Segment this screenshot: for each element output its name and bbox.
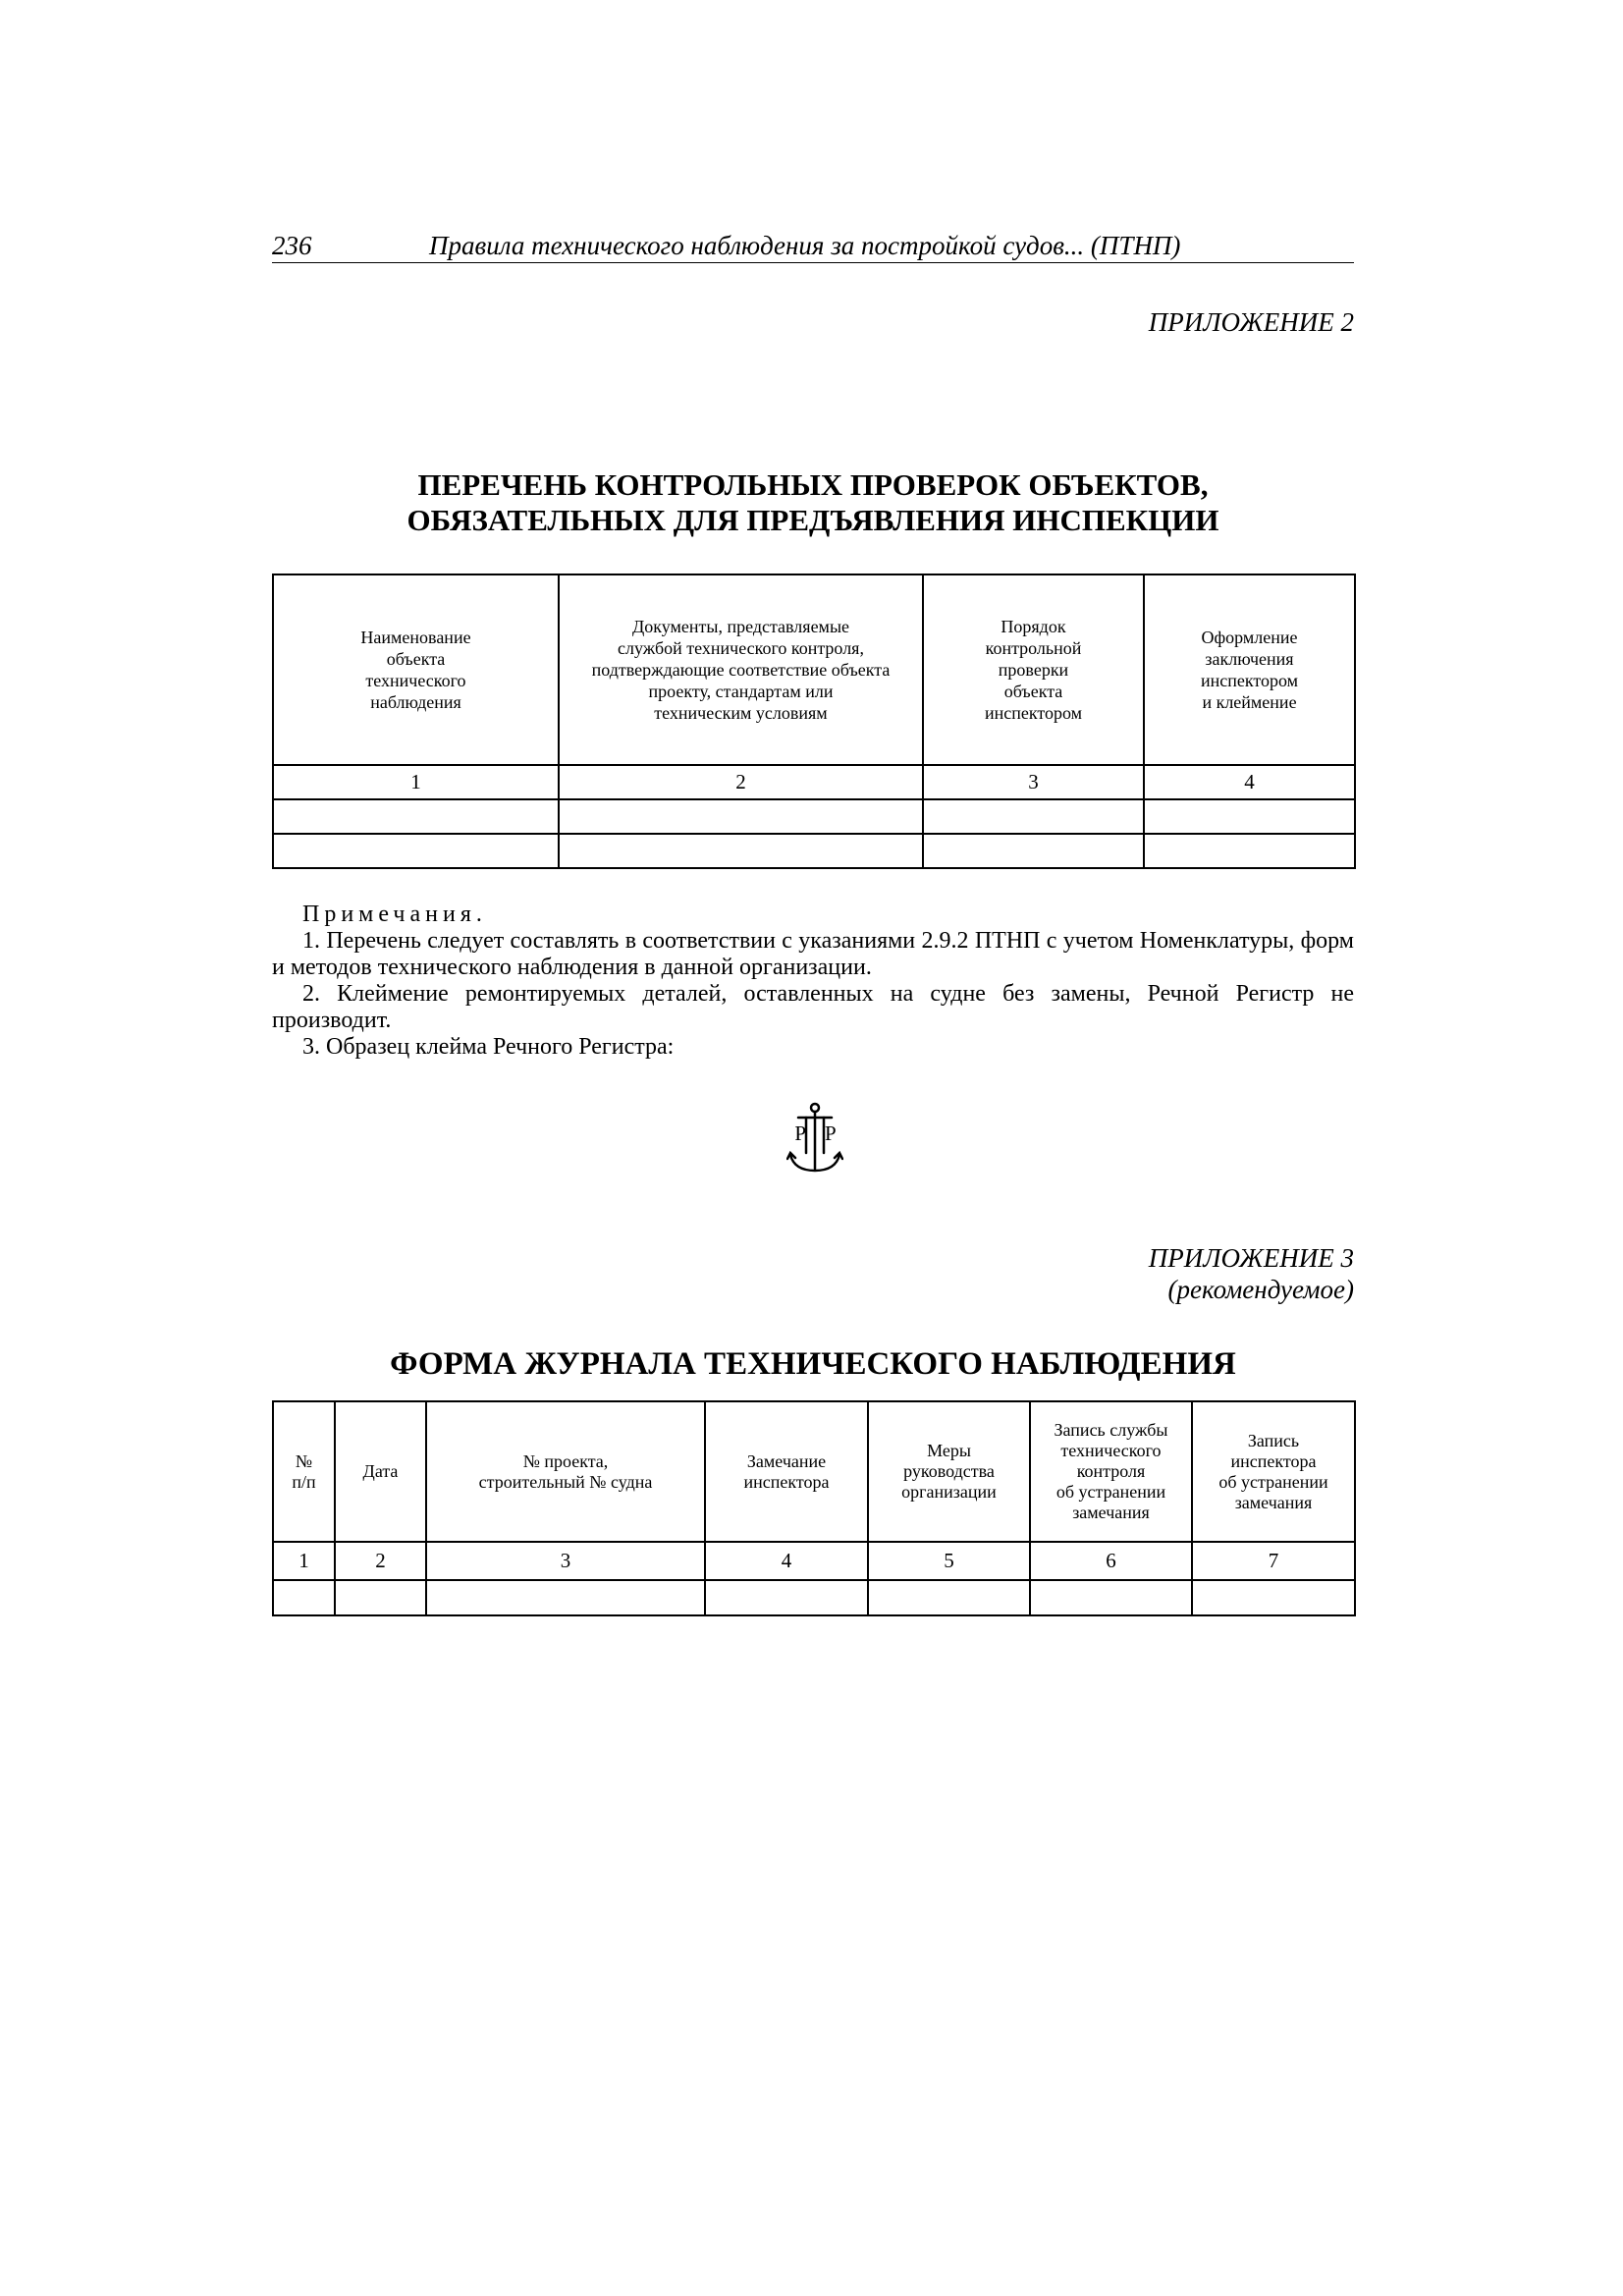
appendix-2-label: ПРИЛОЖЕНИЕ 2 [1148, 307, 1354, 337]
appendix-3-status: (рекомендуемое) [1167, 1275, 1354, 1304]
column-number: 2 [559, 765, 923, 799]
stamp-letter: Р [794, 1121, 806, 1145]
column-number: 1 [273, 765, 559, 799]
column-number: 3 [923, 765, 1144, 799]
table-row [273, 1580, 1355, 1615]
empty-cell [1192, 1580, 1355, 1615]
header-cell: Порядок контрольной проверки объекта инспектором [923, 574, 1144, 765]
column-number: 4 [1144, 765, 1355, 799]
column-number: 4 [705, 1542, 868, 1580]
stamp-letter: Р [825, 1121, 837, 1145]
empty-cell [559, 799, 923, 834]
empty-cell [1144, 834, 1355, 868]
notes-block [272, 902, 1354, 1061]
column-number: 2 [335, 1542, 426, 1580]
column-number: 1 [273, 1542, 335, 1580]
column-number-row [273, 765, 1355, 799]
appendix-2-title [272, 467, 1354, 538]
header-cell: № проекта, строительный № судна [426, 1401, 705, 1542]
header-cell: Запись инспектора об устранении замечания [1192, 1401, 1355, 1542]
empty-cell [705, 1580, 868, 1615]
running-title: Правила технического наблюдения за постройкой судов... (ПТНП) [429, 231, 1181, 260]
note-item: 2. Клеймение ремонтируемых деталей, оставленных на судне без замены, Речной Регистр не производит. [272, 981, 1354, 1033]
header-cell: Меры руководства организации [868, 1401, 1030, 1542]
appendix-2-title-line: ПЕРЕЧЕНЬ КОНТРОЛЬНЫХ ПРОВЕРОК ОБЪЕКТОВ, [417, 467, 1209, 502]
table-row [273, 799, 1355, 834]
header-cell: № п/п [273, 1401, 335, 1542]
empty-cell [273, 799, 559, 834]
empty-cell [273, 1580, 335, 1615]
empty-cell [1144, 799, 1355, 834]
column-number: 6 [1030, 1542, 1192, 1580]
empty-cell [923, 834, 1144, 868]
header-cell: Наименование объекта технического наблюдения [273, 574, 559, 765]
header-cell: Оформление заключения инспектором и клеймение [1144, 574, 1355, 765]
note-item: 3. Образец клейма Речного Регистра: [302, 1034, 675, 1060]
empty-cell [559, 834, 923, 868]
appendix-3-title: ФОРМА ЖУРНАЛА ТЕХНИЧЕСКОГО НАБЛЮДЕНИЯ [390, 1346, 1236, 1382]
river-register-stamp [786, 1102, 843, 1176]
running-header [272, 231, 1354, 263]
notes-title: Примечания. [302, 902, 487, 927]
header-cell: Замечание инспектора [705, 1401, 868, 1542]
technical-supervision-log-table [272, 1400, 1356, 1616]
column-number: 7 [1192, 1542, 1355, 1580]
column-number-row [273, 1542, 1355, 1580]
column-number: 3 [426, 1542, 705, 1580]
empty-cell [868, 1580, 1030, 1615]
empty-cell [335, 1580, 426, 1615]
empty-cell [923, 799, 1144, 834]
empty-cell [273, 834, 559, 868]
header-cell: Дата [335, 1401, 426, 1542]
table-row [273, 834, 1355, 868]
appendix-3-label: ПРИЛОЖЕНИЕ 3 (рекомендуемое) [1148, 1243, 1354, 1304]
empty-cell [426, 1580, 705, 1615]
table-header-row [273, 574, 1355, 765]
page-number: 236 [272, 231, 312, 260]
table-header-row [273, 1401, 1355, 1542]
header-cell: Документы, представляемые службой технического контроля, подтверждающие соответствие объекта проекту, стандартам или техническим условиям [559, 574, 923, 765]
header-cell: Запись службы технического контроля об устранении замечания [1030, 1401, 1192, 1542]
empty-cell [1030, 1580, 1192, 1615]
note-item: 1. Перечень следует составлять в соответствии с указаниями 2.9.2 ПТНП с учетом Номенклатуры, форм и методов технического наблюдения в данной организации. [272, 928, 1354, 980]
column-number: 5 [868, 1542, 1030, 1580]
inspection-checks-table [272, 574, 1356, 869]
appendix-2-title-line: ОБЯЗАТЕЛЬНЫХ ДЛЯ ПРЕДЪЯВЛЕНИЯ ИНСПЕКЦИИ [406, 503, 1219, 537]
